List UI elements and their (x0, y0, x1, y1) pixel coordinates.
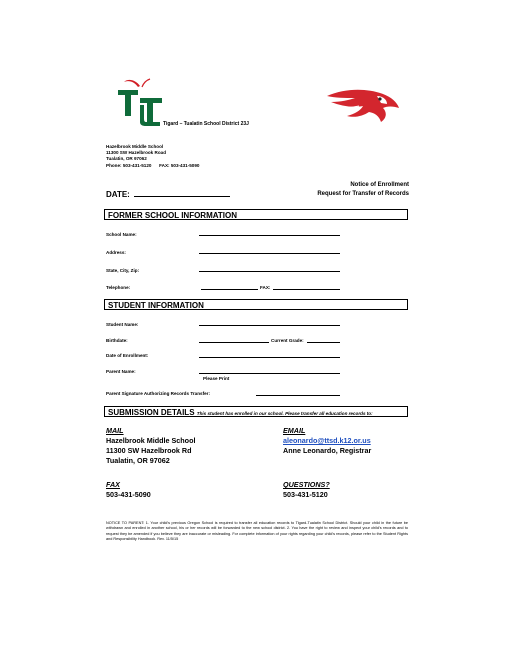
please-print-note: Please Print (203, 376, 230, 381)
address-label: Address: (106, 250, 126, 255)
hawk-mascot-icon (325, 86, 400, 124)
email-contact: Anne Leonardo, Registrar (283, 446, 372, 455)
submission-note: This student has enrolled in our school. Please transfer all education records to: (196, 411, 373, 416)
parent-signature-line[interactable] (256, 395, 340, 396)
state-city-zip-line[interactable] (199, 271, 340, 272)
telephone-label: Telephone: (106, 285, 131, 290)
school-name-label: School Name: (106, 232, 137, 237)
submission-section-header (104, 406, 408, 417)
mail-line: 11300 SW Hazelbrook Rd (106, 446, 192, 455)
student-name-label: Student Name: (106, 322, 139, 327)
parent-notice-footnote: NOTICE TO PARENT: 1. Your child's previous Oregon School is required to transfer all education records to Tigard-Tualatin School District. Should your child in the future be withdrawn and enrolled in another school, his or her records will be forwarded to the new school district. 2. You have the right to review and inspect your child's records and to request they be amended if you believe they are inaccurate or misleading. For complete information of your rights regarding your child's records, please refer to the Student Rights and Responsibility Handbook. Rev. 11/5/15 (106, 521, 408, 542)
state-city-zip-label: State, City, Zip: (106, 268, 140, 273)
birthdate-label: Birthdate: (106, 338, 128, 343)
date-label: DATE: (106, 190, 130, 199)
email-link[interactable]: aleonardo@ttsd.k12.or.us (283, 436, 371, 445)
date-field (106, 189, 230, 199)
address-line: Phone: 503-431-5120 FAX: 503-431-5090 (106, 162, 200, 168)
address-line-field[interactable] (199, 253, 340, 254)
school-address (106, 144, 199, 169)
date-line[interactable] (134, 189, 230, 197)
section-title: SUBMISSION DETAILS (108, 408, 195, 417)
questions-block (283, 480, 330, 500)
student-section-header (104, 299, 408, 310)
enrollment-date-label: Date of Enrollment: (106, 353, 149, 358)
mail-heading: MAIL (106, 426, 124, 435)
current-grade-line[interactable] (307, 342, 340, 343)
district-logo (116, 78, 164, 130)
fax-line[interactable] (273, 289, 340, 290)
parent-name-line[interactable] (199, 373, 340, 374)
telephone-line[interactable] (201, 289, 258, 290)
email-heading: EMAIL (283, 426, 306, 435)
parent-signature-label: Parent Signature Authorizing Records Transfer: (106, 391, 210, 396)
enrollment-date-line[interactable] (199, 357, 340, 358)
school-name-line[interactable] (199, 235, 340, 236)
mail-line: Tualatin, OR 97062 (106, 456, 170, 465)
address-line: 11300 SW Hazelbrook Road (106, 150, 166, 156)
fax-heading: FAX (106, 480, 120, 489)
mail-block (106, 426, 195, 466)
parent-name-label: Parent Name: (106, 369, 136, 374)
section-title: FORMER SCHOOL INFORMATION (108, 211, 238, 220)
notice-title: Notice of Enrollment (350, 182, 409, 188)
birthdate-line[interactable] (199, 342, 269, 343)
current-grade-label: Current Grade: (271, 338, 304, 343)
district-name: Tigard – Tualatin School District 23J (163, 121, 249, 127)
section-title: STUDENT INFORMATION (108, 301, 204, 310)
email-block (283, 426, 371, 456)
address-line: Hazelbrook Middle School (106, 144, 164, 149)
address-line: Tualatin, OR 97062 (106, 156, 147, 162)
mail-line: Hazelbrook Middle School (106, 436, 196, 445)
fax-number: 503-431-5090 (106, 490, 151, 499)
questions-number: 503-431-5120 (283, 490, 328, 499)
fax-block (106, 480, 151, 500)
fax-label: FAX: (260, 285, 271, 290)
questions-heading: QUESTIONS? (283, 480, 330, 489)
notice-subtitle: Request for Transfer of Records (317, 191, 409, 197)
notice-title-block (317, 181, 409, 199)
former-school-section-header (104, 209, 408, 220)
student-name-line[interactable] (199, 325, 340, 326)
